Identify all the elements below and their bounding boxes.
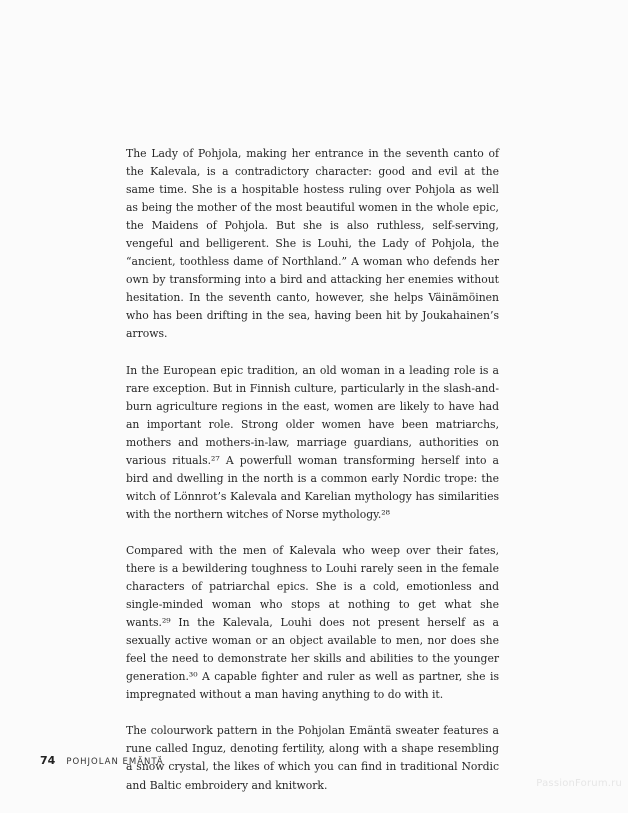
watermark: PassionForum.ru [536,778,622,789]
page-number: 74 [40,754,56,767]
paragraph-1: The Lady of Pohjola, making her entrance in the seventh canto of the Kalevala, is a contradictory character: good and evil at the same time. She is a hospitable hostess ruling over Pohjola as well as being the mother of the most beautiful women in the whole epic, the Maidens of Pohjola. But she is also ruthless, self-serving, vengeful and belligerent. She is Louhi, the Lady of Pohjola, the “ancient, toothless dame of Northland.” A woman who defends her own by transforming into a bird and attacking her enemies without hesitation. In the seventh canto, however, she helps Väinämöinen who has been drifting in the sea, having been hit by Joukahainen’s arrows. [126,147,499,341]
paragraph-2: In the European epic tradition, an old woman in a leading role is a rare exception. But in Finnish culture, particularly in the slash-and-burn agriculture regions in the east, women are likely to have had an important role. Strong older women have been matriarchs, mothers and mothers-in-law, marriage guardians, authorities on various rituals.²⁷ A powerfull woman transforming herself into a bird and dwelling in the north is a common early Nordic trope: the witch of Lönnrot’s Kalevala and Karelian mythology has similarities with the northern witches of Norse mythology.²⁸ [126,363,499,521]
running-title: POHJOLAN EMÄNTÄ [66,757,164,767]
page-footer [40,754,164,767]
paragraph-4: The colourwork pattern in the Pohjolan Emäntä sweater features a rune called Inguz, denoting fertility, along with a shape resembling a snow crystal, the likes of which you can find in traditional Nordic and Baltic embroidery and knitwork. [126,724,499,792]
body-text [126,145,499,813]
paragraph-3: Compared with the men of Kalevala who weep over their fates, there is a bewildering toughness to Louhi rarely seen in the female characters of patriarchal epics. She is a cold, emotionless and single-minded woman who stops at nothing to get what she wants.²⁹ In the Kalevala, Louhi does not present herself as a sexually active woman or an object available to men, nor does she feel the need to demonstrate her skills and abilities to the younger generation.³⁰ A capable fighter and ruler as well as partner, she is impregnated without a man having anything to do with it. [126,543,499,702]
